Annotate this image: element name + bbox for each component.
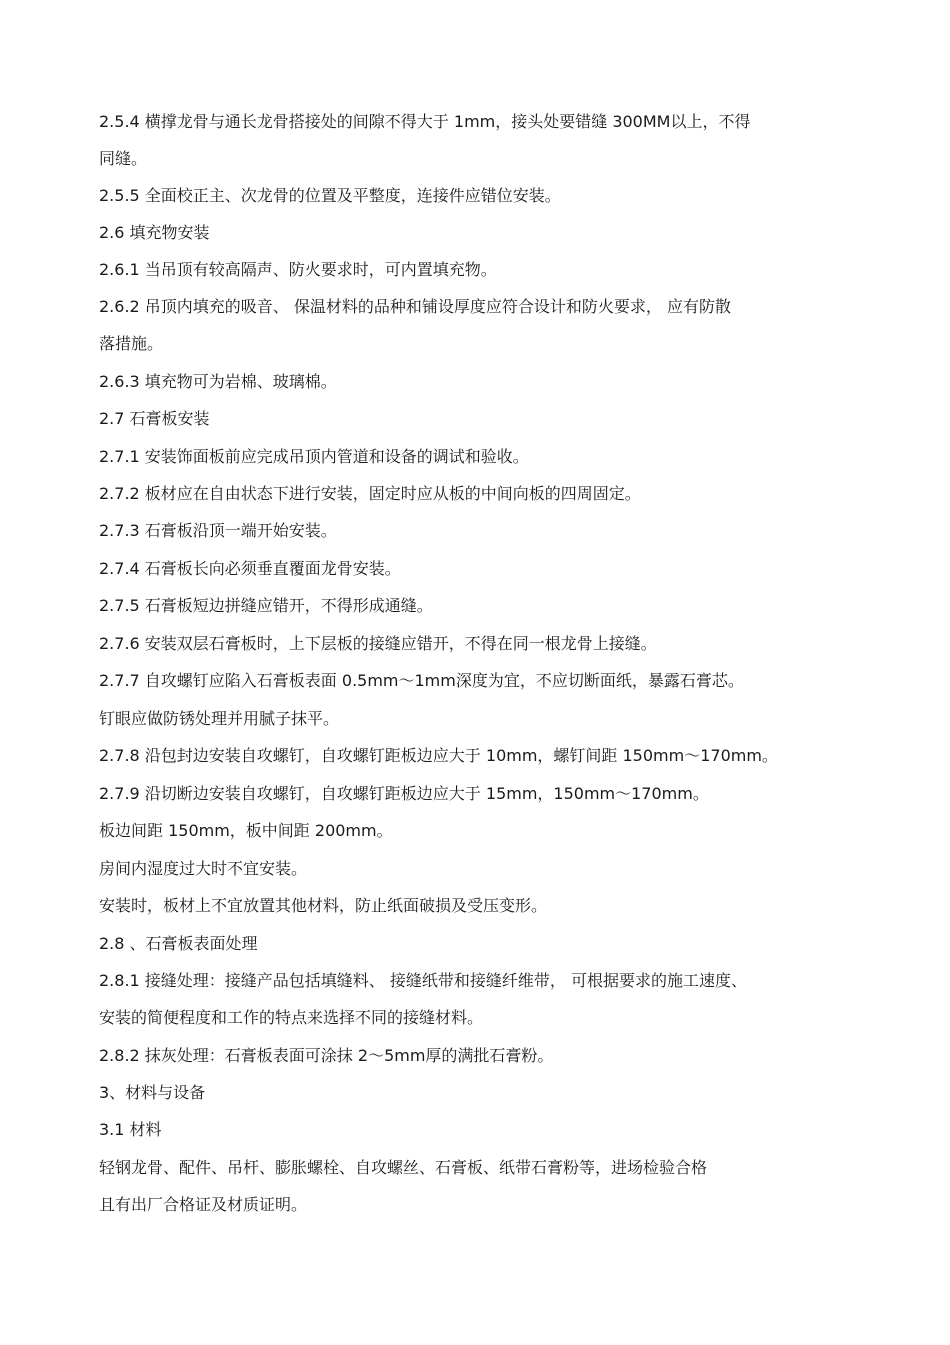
text-line: 且有出厂合格证及材质证明。 bbox=[99, 1195, 308, 1214]
section-heading: 2.8 、石膏板表面处理 bbox=[99, 934, 258, 953]
text-line: 落措施。 bbox=[99, 334, 164, 353]
text-line: 2.7.8 沿包封边安装自攻螺钉，自攻螺钉距板边应大于 10mm，螺钉间距 150mm～170mm。 bbox=[99, 746, 778, 765]
text-line: 2.8.1 接缝处理：接缝产品包括填缝料、 接缝纸带和接缝纤维带， 可根据要求的施工速度、 bbox=[99, 971, 747, 990]
text-line: 2.6.1 当吊顶有较高隔声、防火要求时，可内置填充物。 bbox=[99, 260, 497, 279]
text-line: 2.8.2 抹灰处理：石膏板表面可涂抹 2～5mm厚的满批石膏粉。 bbox=[99, 1046, 554, 1065]
text-line: 2.7.2 板材应在自由状态下进行安装，固定时应从板的中间向板的四周固定。 bbox=[99, 484, 641, 503]
text-line: 板边间距 150mm，板中间距 200mm。 bbox=[99, 821, 393, 840]
text-line: 2.6.2 吊顶内填充的吸音、 保温材料的品种和铺设厚度应符合设计和防火要求， 应有防散 bbox=[99, 297, 731, 316]
text-line: 钉眼应做防锈处理并用腻子抹平。 bbox=[99, 709, 340, 728]
text-line: 2.6.3 填充物可为岩棉、玻璃棉。 bbox=[99, 372, 337, 391]
text-line: 安装时，板材上不宜放置其他材料，防止纸面破损及受压变形。 bbox=[99, 896, 548, 915]
section-heading: 2.7 石膏板安装 bbox=[99, 409, 210, 428]
text-line: 房间内湿度过大时不宜安装。 bbox=[99, 859, 308, 878]
text-line: 2.7.9 沿切断边安装自攻螺钉，自攻螺钉距板边应大于 15mm，150mm～170mm。 bbox=[99, 784, 709, 803]
text-line: 轻钢龙骨、配件、吊杆、膨胀螺栓、自攻螺丝、石膏板、纸带石膏粉等，进场检验合格 bbox=[99, 1158, 708, 1177]
section-heading: 2.6 填充物安装 bbox=[99, 223, 210, 242]
text-line: 2.5.5 全面校正主、次龙骨的位置及平整度，连接件应错位安装。 bbox=[99, 186, 561, 205]
text-line: 2.7.3 石膏板沿顶一端开始安装。 bbox=[99, 521, 337, 540]
text-line: 同缝。 bbox=[99, 149, 148, 168]
text-line: 2.7.7 自攻螺钉应陷入石膏板表面 0.5mm～1mm深度为宜，不应切断面纸，暴露石膏芯。 bbox=[99, 671, 744, 690]
section-heading: 3.1 材料 bbox=[99, 1120, 162, 1139]
text-line: 2.7.5 石膏板短边拼缝应错开，不得形成通缝。 bbox=[99, 596, 433, 615]
text-line: 安装的简便程度和工作的特点来选择不同的接缝材料。 bbox=[99, 1008, 484, 1027]
section-heading: 3、材料与设备 bbox=[99, 1083, 206, 1102]
text-line: 2.7.4 石膏板长向必须垂直覆面龙骨安装。 bbox=[99, 559, 401, 578]
text-line: 2.7.6 安装双层石膏板时，上下层板的接缝应错开，不得在同一根龙骨上接缝。 bbox=[99, 634, 657, 653]
text-line: 2.5.4 横撑龙骨与通长龙骨搭接处的间隙不得大于 1mm，接头处要错缝 300MM以上，不得 bbox=[99, 112, 751, 131]
text-line: 2.7.1 安装饰面板前应完成吊顶内管道和设备的调试和验收。 bbox=[99, 447, 529, 466]
